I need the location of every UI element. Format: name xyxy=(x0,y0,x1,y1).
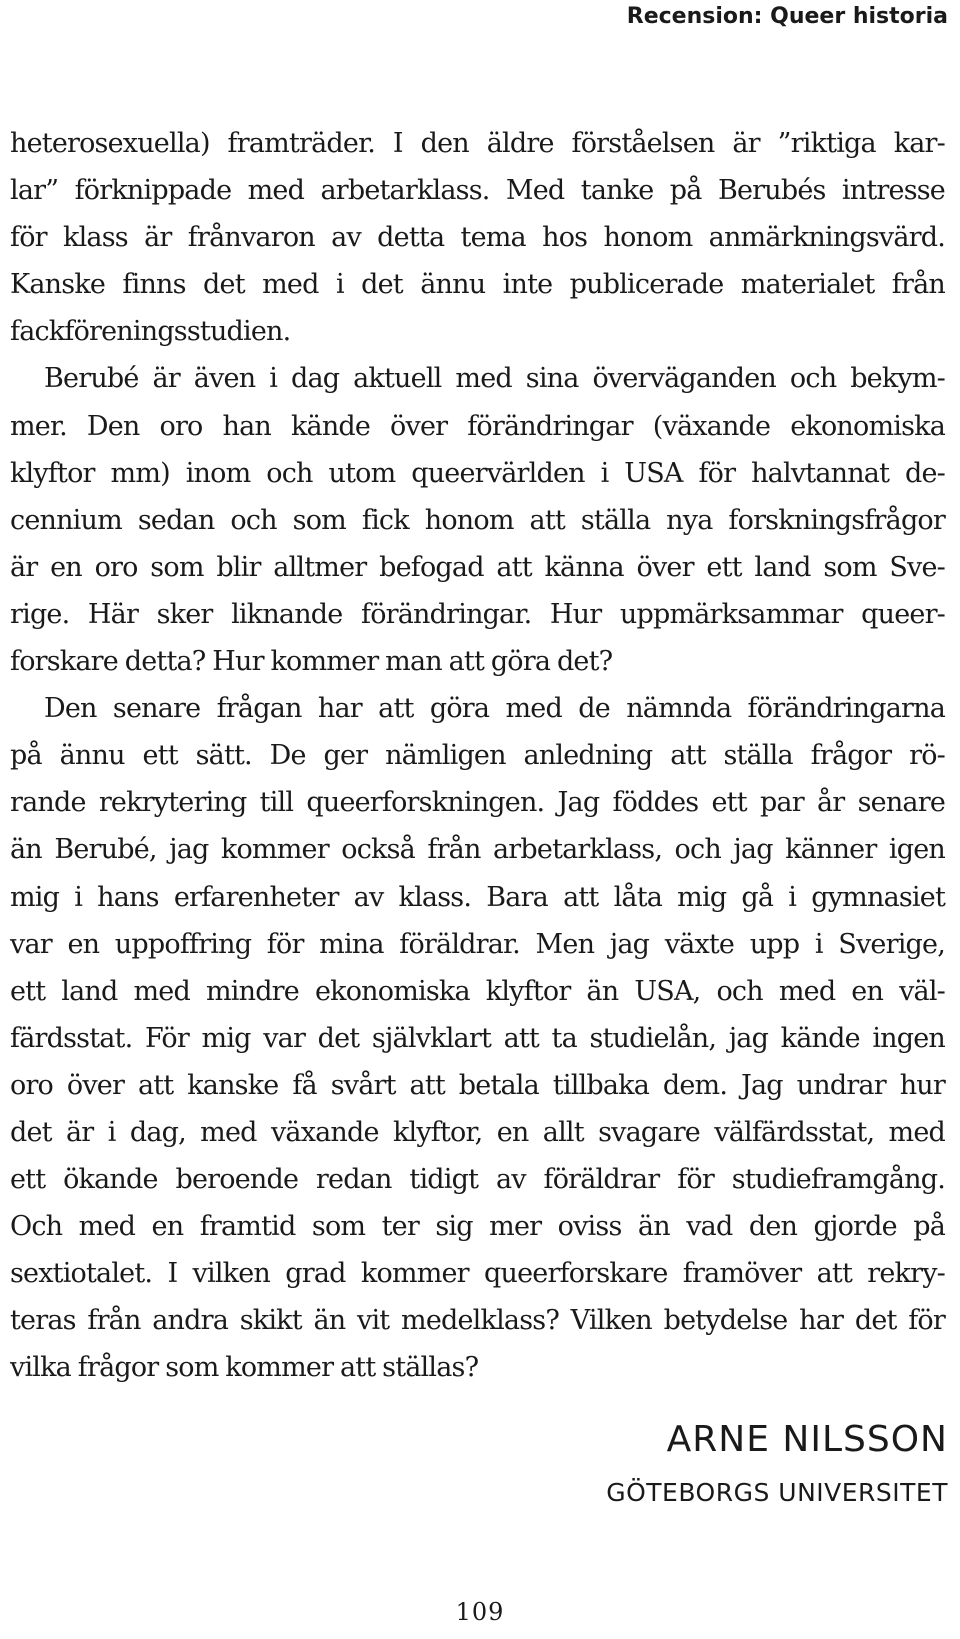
text-line: klyftor mm) inom och utom queervärlden i USA för halvtannat de- xyxy=(10,457,945,489)
author-name: ARNE NILSSON xyxy=(666,1419,948,1460)
text-line: än Berubé, jag kommer också från arbetarklass, och jag känner igen xyxy=(10,834,945,866)
text-line: fackföreningsstudien. xyxy=(10,316,291,348)
text-line: sextiotalet. I vilken grad kommer queerforskare framöver att rekry- xyxy=(10,1258,945,1290)
text-line: forskare detta? Hur kommer man att göra det? xyxy=(10,646,613,678)
text-line: rige. Här sker liknande förändringar. Hur uppmärksammar queer- xyxy=(10,598,945,630)
text-line: Berubé är även i dag aktuell med sina överväganden och bekym- xyxy=(44,363,945,395)
text-line: Och med en framtid som ter sig mer oviss än vad den gjorde på xyxy=(10,1211,945,1243)
text-line: vilka frågor som kommer att ställas? xyxy=(10,1352,479,1384)
text-line: cennium sedan och som fick honom att ställa nya forskningsfrågor xyxy=(10,504,945,536)
text-line: Den senare frågan har att göra med de nämnda förändringarna xyxy=(44,693,945,725)
text-line: Kanske finns det med i det ännu inte publicerade materialet från xyxy=(10,269,945,301)
text-line: ett ökande beroende redan tidigt av föräldrar för studieframgång. xyxy=(10,1164,945,1196)
text-line: mer. Den oro han kände över förändringar (växande ekonomiska xyxy=(10,410,945,442)
text-line: det är i dag, med växande klyftor, en allt svagare välfärdsstat, med xyxy=(10,1116,945,1148)
text-line: färdsstat. För mig var det självklart att ta studielån, jag kände ingen xyxy=(10,1022,945,1054)
text-line: mig i hans erfarenheter av klass. Bara att låta mig gå i gymnasiet xyxy=(10,881,945,913)
text-line: rande rekrytering till queerforskningen. Jag föddes ett par år senare xyxy=(10,787,945,819)
page-number: 109 xyxy=(455,1598,505,1626)
text-line: för klass är frånvaron av detta tema hos honom anmärkningsvärd. xyxy=(10,222,945,254)
text-line: heterosexuella) framträder. I den äldre förståelsen är ”riktiga kar- xyxy=(10,128,945,159)
running-head: Recension: Queer historia xyxy=(626,4,948,29)
author-affiliation: GÖTEBORGS UNIVERSITET xyxy=(606,1478,948,1507)
text-line: oro över att kanske få svårt att betala tillbaka dem. Jag undrar hur xyxy=(10,1069,945,1101)
text-line: ett land med mindre ekonomiska klyftor än USA, och med en väl- xyxy=(10,975,945,1007)
review-body-text xyxy=(10,120,945,1392)
text-line: på ännu ett sätt. De ger nämligen anledning att ställa frågor rö- xyxy=(10,740,945,772)
text-line: är en oro som blir alltmer befogad att känna över ett land som Sve- xyxy=(10,551,945,583)
text-line: teras från andra skikt än vit medelklass? Vilken betydelse har det för xyxy=(10,1305,945,1337)
text-line: var en uppoffring för mina föräldrar. Men jag växte upp i Sverige, xyxy=(10,928,945,960)
text-line: lar” förknippade med arbetarklass. Med tanke på Berubés intresse xyxy=(10,175,945,207)
